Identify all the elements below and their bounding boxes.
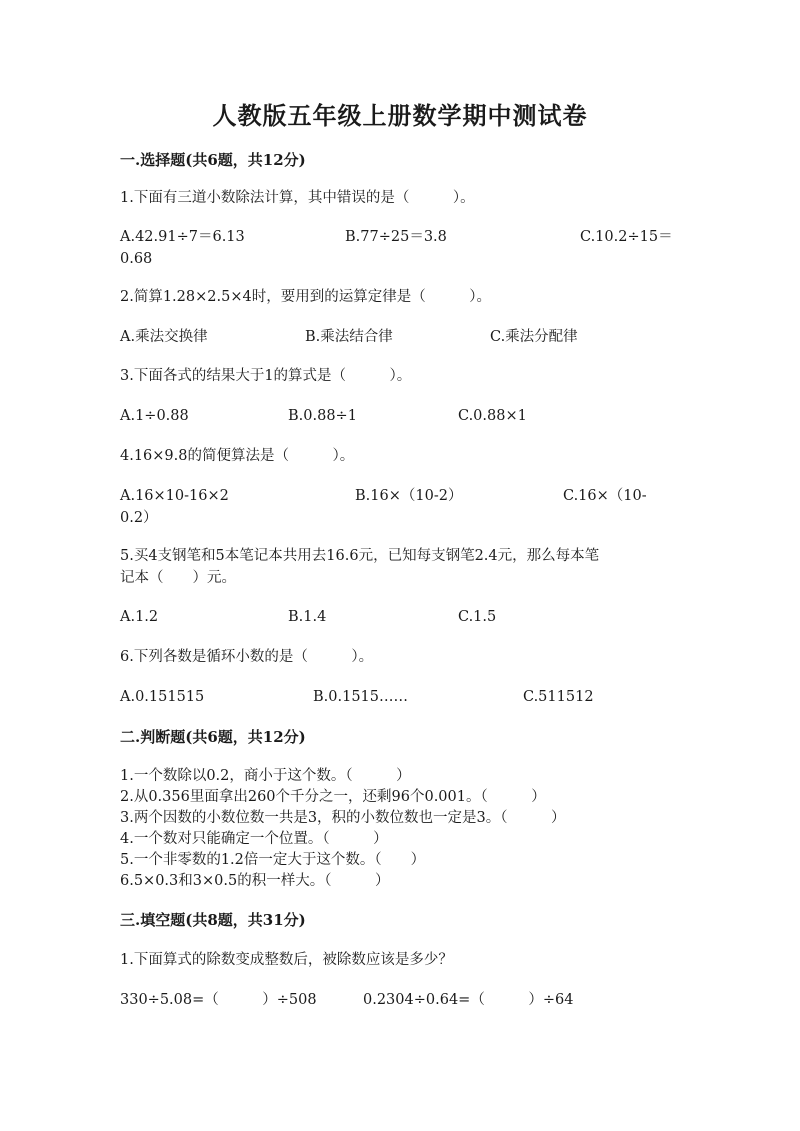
option-c: C.10.2÷15＝ bbox=[580, 229, 673, 245]
judgement-item: 3.两个因数的小数位数一共是3，积的小数位数也一定是3。（ ） bbox=[120, 810, 566, 826]
question-stem: 1.下面算式的除数变成整数后，被除数应该是多少？ bbox=[120, 952, 453, 968]
option-b: B.0.1515…… bbox=[313, 689, 409, 705]
option-a: A.0.151515 bbox=[120, 689, 205, 705]
judgement-item: 1.一个数除以0.2，商小于这个数。（ ） bbox=[120, 768, 411, 784]
option-c: C.1.5 bbox=[458, 609, 497, 625]
question-stem: 6.下列各数是循环小数的是（ ）。 bbox=[120, 649, 374, 665]
option-a: A.1.2 bbox=[120, 609, 159, 625]
option-c: C.乘法分配律 bbox=[490, 329, 578, 345]
fill-in-expression: 330÷5.08=（ ）÷508 bbox=[120, 992, 317, 1008]
option-b: B.1.4 bbox=[288, 609, 327, 625]
option-b: B.77÷25＝3.8 bbox=[345, 229, 447, 245]
option-c: C.0.88×1 bbox=[458, 408, 527, 424]
question-stem-continued: 记本（ ）元。 bbox=[120, 570, 236, 586]
section-heading-judgement: 二.判断题(共6题，共12分) bbox=[120, 728, 306, 746]
option-a: A.42.91÷7＝6.13 bbox=[120, 229, 245, 245]
judgement-item: 4.一个数对只能确定一个位置。（ ） bbox=[120, 831, 388, 847]
question-stem: 3.下面各式的结果大于1的算式是（ ）。 bbox=[120, 368, 412, 384]
option-c: C.16×（10- bbox=[563, 488, 647, 504]
question-stem: 2.简算1.28×2.5×4时，要用到的运算定律是（ ）。 bbox=[120, 289, 491, 305]
option-c-continued: 0.68 bbox=[120, 251, 153, 267]
option-a: A.乘法交换律 bbox=[120, 329, 208, 345]
section-heading-fill-in: 三.填空题(共8题，共31分) bbox=[120, 911, 306, 929]
option-a: A.16×10-16×2 bbox=[120, 488, 229, 504]
option-c-continued: 0.2） bbox=[120, 510, 158, 526]
question-stem: 4.16×9.8的简便算法是（ ）。 bbox=[120, 448, 355, 464]
fill-in-expression: 0.2304÷0.64=（ ）÷64 bbox=[363, 992, 574, 1008]
question-stem: 1.下面有三道小数除法计算，其中错误的是（ ）。 bbox=[120, 190, 475, 206]
option-b: B.0.88÷1 bbox=[288, 408, 357, 424]
judgement-item: 2.从0.356里面拿出260个千分之一，还剩96个0.001。（ ） bbox=[120, 789, 546, 805]
option-b: B.乘法结合律 bbox=[305, 329, 393, 345]
judgement-item: 6.5×0.3和3×0.5的积一样大。（ ） bbox=[120, 873, 390, 889]
judgement-item: 5.一个非零数的1.2倍一定大于这个数。（ ） bbox=[120, 852, 426, 868]
question-stem: 5.买4支钢笔和5本笔记本共用去16.6元，已知每支钢笔2.4元，那么每本笔 bbox=[120, 548, 600, 564]
option-a: A.1÷0.88 bbox=[120, 408, 189, 424]
option-c: C.511512 bbox=[523, 689, 594, 705]
option-b: B.16×（10-2） bbox=[355, 488, 463, 504]
section-heading-choice: 一.选择题(共6题，共12分) bbox=[120, 151, 306, 169]
page-title: 人教版五年级上册数学期中测试卷 bbox=[212, 101, 588, 130]
